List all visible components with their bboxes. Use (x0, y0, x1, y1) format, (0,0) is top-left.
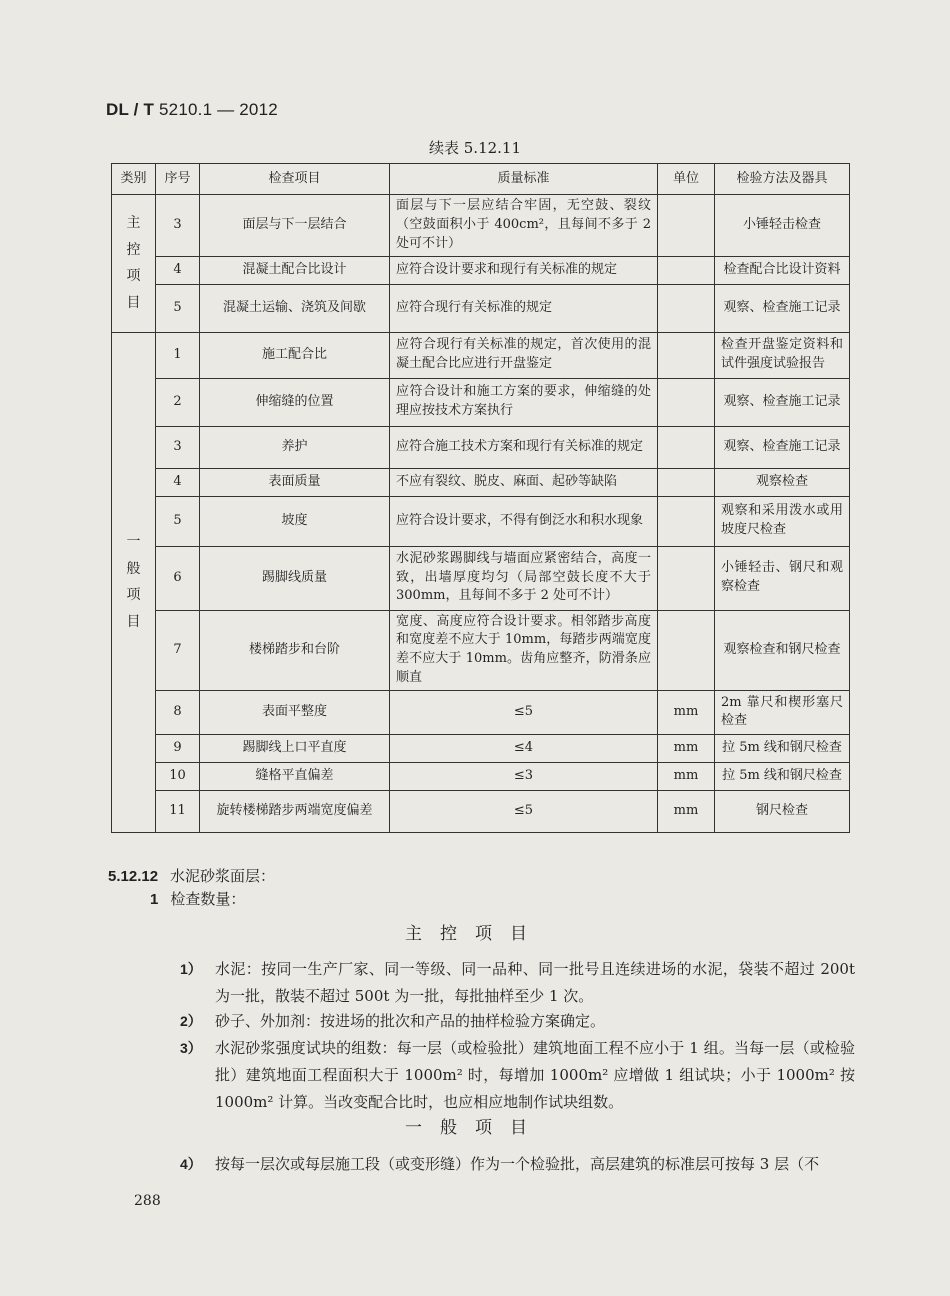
page-number: 288 (134, 1193, 161, 1209)
list-item (180, 1151, 855, 1178)
row-method: 检查配合比设计资料 (715, 256, 850, 284)
table-row (112, 496, 850, 546)
row-standard: 宽度、高度应符合设计要求。相邻踏步高度和宽度差不应大于 10mm，每踏步两端宽度差不应大于 10mm。齿角应整齐，防滑条应顺直 (390, 610, 658, 690)
group-main-cell (112, 195, 156, 333)
row-no: 9 (156, 734, 200, 762)
subsection-title: 检查数量： (170, 890, 246, 908)
table-row (112, 690, 850, 734)
row-unit (658, 332, 715, 378)
row-item: 踢脚线质量 (200, 546, 390, 610)
row-standard: ≤5 (390, 790, 658, 832)
row-standard: 应符合设计要求，不得有倒泛水和积水现象 (390, 496, 658, 546)
row-no: 7 (156, 610, 200, 690)
row-method: 钢尺检查 (715, 790, 850, 832)
row-standard: 应符合现行有关标准的规定，首次使用的混凝土配合比应进行开盘鉴定 (390, 332, 658, 378)
row-method: 观察、检查施工记录 (715, 378, 850, 426)
table-row (112, 195, 850, 257)
row-method: 观察、检查施工记录 (715, 284, 850, 332)
row-no: 5 (156, 284, 200, 332)
heading-general-items: 一般项目 (405, 1118, 545, 1138)
header-standard: 质量标准 (390, 164, 658, 195)
row-no: 11 (156, 790, 200, 832)
table-row (112, 790, 850, 832)
header-method: 检验方法及器具 (715, 164, 850, 195)
row-no: 3 (156, 426, 200, 468)
row-standard: ≤3 (390, 762, 658, 790)
row-unit (658, 546, 715, 610)
table-row (112, 734, 850, 762)
row-unit (658, 195, 715, 257)
row-unit: mm (658, 790, 715, 832)
list-item (180, 956, 855, 1010)
row-item: 养护 (200, 426, 390, 468)
row-standard: 面层与下一层应结合牢固，无空鼓、裂纹（空鼓面积小于 400cm²，且每间不多于 2 处可不计） (390, 195, 658, 257)
table-row (112, 378, 850, 426)
row-no: 4 (156, 468, 200, 496)
subsection-number: 1 (150, 891, 159, 908)
row-no: 10 (156, 762, 200, 790)
row-no: 2 (156, 378, 200, 426)
header-unit: 单位 (658, 164, 715, 195)
header-no: 序号 (156, 164, 200, 195)
inspection-table (111, 163, 850, 833)
row-item: 混凝土配合比设计 (200, 256, 390, 284)
table-row (112, 762, 850, 790)
row-no: 6 (156, 546, 200, 610)
item-text: 按每一层次或每层施工段（或变形缝）作为一个检验批，高层建筑的标准层可按每 3 层（不 (215, 1155, 820, 1173)
row-unit: mm (658, 690, 715, 734)
row-standard: 应符合设计要求和现行有关标准的规定 (390, 256, 658, 284)
section-title: 水泥砂浆面层： (170, 867, 276, 885)
item-text: 水泥砂浆强度试块的组数：每一层（或检验批）建筑地面工程不应小于 1 组。当每一层（或检验批）建筑地面工程面积大于 1000m² 时，每增加 1000m² 应增做 1 组试块；小于 1000m² 按 1000m² 计算。当改变配合比时，也应相应地制作试块组数。 (215, 1039, 855, 1111)
row-method: 拉 5m 线和钢尺检查 (715, 734, 850, 762)
row-unit: mm (658, 762, 715, 790)
table-row (112, 332, 850, 378)
row-method: 2m 靠尺和楔形塞尺检查 (715, 690, 850, 734)
row-item: 施工配合比 (200, 332, 390, 378)
row-standard: 应符合施工技术方案和现行有关标准的规定 (390, 426, 658, 468)
row-item: 踢脚线上口平直度 (200, 734, 390, 762)
row-standard: 应符合现行有关标准的规定 (390, 284, 658, 332)
row-no: 8 (156, 690, 200, 734)
group-main-label: 主控项目 (126, 215, 141, 311)
header-category: 类别 (112, 164, 156, 195)
row-no: 4 (156, 256, 200, 284)
row-unit (658, 468, 715, 496)
heading-main-items: 主控项目 (405, 924, 545, 944)
row-item: 表面质量 (200, 468, 390, 496)
row-item: 伸缩缝的位置 (200, 378, 390, 426)
item-text: 水泥：按同一生产厂家、同一等级、同一品种、同一批号且连续进场的水泥，袋装不超过 200t 为一批，散装不超过 500t 为一批，每批抽样至少 1 次。 (215, 960, 855, 1005)
row-unit (658, 378, 715, 426)
row-item: 楼梯踏步和台阶 (200, 610, 390, 690)
row-standard: 不应有裂纹、脱皮、麻面、起砂等缺陷 (390, 468, 658, 496)
row-unit (658, 610, 715, 690)
table-caption: 续表 5.12.11 (428, 139, 522, 157)
table-row (112, 426, 850, 468)
row-method: 检查开盘鉴定资料和试件强度试验报告 (715, 332, 850, 378)
row-method: 观察检查 (715, 468, 850, 496)
item-number: 3） (180, 1040, 202, 1056)
table-header-row (112, 164, 850, 195)
section-number: 5.12.12 (108, 868, 159, 885)
header-item: 检查项目 (200, 164, 390, 195)
row-unit (658, 426, 715, 468)
row-unit (658, 496, 715, 546)
table-row (112, 546, 850, 610)
row-item: 旋转楼梯踏步两端宽度偏差 (200, 790, 390, 832)
item-number: 1） (180, 961, 202, 977)
section-heading (108, 865, 275, 886)
item-number: 2） (180, 1013, 202, 1029)
row-item: 缝格平直偏差 (200, 762, 390, 790)
code-prefix: DL / T (106, 100, 160, 119)
row-method: 观察、检查施工记录 (715, 426, 850, 468)
code-number: 5210.1 — 2012 (159, 100, 278, 119)
list-item (180, 1008, 855, 1035)
row-no: 5 (156, 496, 200, 546)
item-text: 砂子、外加剂：按进场的批次和产品的抽样检验方案确定。 (215, 1012, 606, 1030)
row-standard: ≤5 (390, 690, 658, 734)
row-standard: 水泥砂浆踢脚线与墙面应紧密结合，高度一致，出墙厚度均匀（局部空鼓长度不大于 300mm，且每间不多于 2 处可不计） (390, 546, 658, 610)
row-method: 小锤轻击、钢尺和观察检查 (715, 546, 850, 610)
row-no: 3 (156, 195, 200, 257)
group-general-cell (112, 332, 156, 832)
group-general-label: 一般项目 (126, 534, 141, 630)
subsection-heading (150, 888, 245, 909)
row-item: 坡度 (200, 496, 390, 546)
list-item (180, 1035, 855, 1116)
row-method: 拉 5m 线和钢尺检查 (715, 762, 850, 790)
row-method: 观察和采用泼水或用坡度尺检查 (715, 496, 850, 546)
table-row (112, 256, 850, 284)
row-standard: ≤4 (390, 734, 658, 762)
row-unit (658, 256, 715, 284)
row-standard: 应符合设计和施工方案的要求，伸缩缝的处理应按技术方案执行 (390, 378, 658, 426)
row-item: 混凝土运输、浇筑及间歇 (200, 284, 390, 332)
row-no: 1 (156, 332, 200, 378)
row-item: 面层与下一层结合 (200, 195, 390, 257)
row-unit: mm (658, 734, 715, 762)
row-item: 表面平整度 (200, 690, 390, 734)
table-row (112, 610, 850, 690)
document-code (106, 100, 278, 120)
row-method: 观察检查和钢尺检查 (715, 610, 850, 690)
row-unit (658, 284, 715, 332)
table-row (112, 468, 850, 496)
item-number: 4） (180, 1156, 202, 1172)
row-method: 小锤轻击检查 (715, 195, 850, 257)
table-row (112, 284, 850, 332)
